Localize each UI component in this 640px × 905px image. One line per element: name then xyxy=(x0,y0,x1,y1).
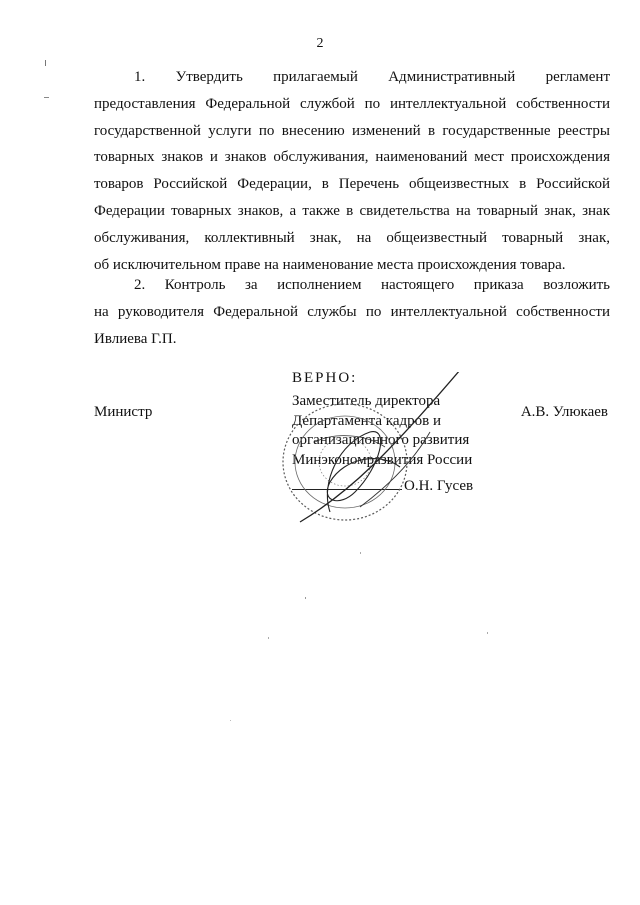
paragraph-1-line: Федерации товарных знаков, а также в свидетельства на товарный знак, знак xyxy=(94,202,610,219)
paragraph-1-line: об исключительном праве на наименование места происхождения товара. xyxy=(94,256,566,273)
certification-line: Заместитель директора xyxy=(292,393,441,409)
paragraph-2-line: Ивлиева Г.П. xyxy=(94,330,177,347)
paragraph-1-line: 1. Утвердить прилагаемый Административный регламент xyxy=(134,69,610,85)
signature-title: Министр xyxy=(94,404,153,420)
certification-line: организационного развития xyxy=(292,432,470,448)
paragraph-1-line: государственной услуги по внесению изменений в государственные реестры xyxy=(94,122,610,139)
certification-line: Минэкономразвития России xyxy=(292,451,473,468)
paragraph-1-line: товарных знаков и знаков обслуживания, наименований мест происхождения xyxy=(94,149,610,166)
paragraph-1-line: обслуживания, коллективный знак, на общеизвестный товарный знак, xyxy=(94,229,610,246)
certification-signer-name: О.Н. Гусев xyxy=(404,478,474,494)
signature-name: А.В. Улюкаев xyxy=(520,404,608,420)
paragraph-2-line: 2. Контроль за исполнением настоящего приказа возложить xyxy=(134,277,610,293)
certification-line: Департамента кадров и xyxy=(292,412,441,429)
page-number: 2 xyxy=(316,36,324,51)
paragraph-2-line: на руководителя Федеральной службы по интеллектуальной собственности xyxy=(94,303,610,320)
certification-header: ВЕРНО: xyxy=(292,370,358,386)
paragraph-1-line: товаров Российской Федерации, в Перечень общеизвестных в Российской xyxy=(94,176,610,193)
paragraph-1-line: предоставления Федеральной службой по интеллектуальной собственности xyxy=(94,95,610,112)
